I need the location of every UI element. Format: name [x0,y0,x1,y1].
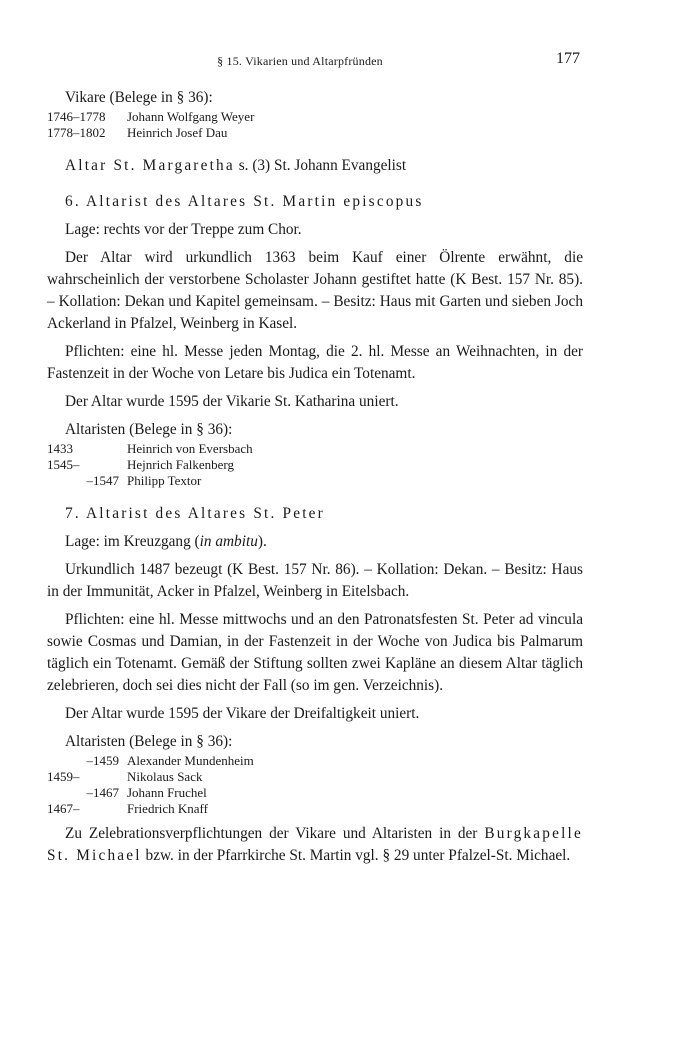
section-6-para-3: Der Altar wurde 1595 der Vikarie St. Katharina uniert. [65,393,399,410]
section-6-heading: 6. Altarist des Altares St. Martin episcopus [65,193,424,210]
section-7-lage-italic: in ambitu [199,533,258,550]
entry-name: Hejnrich Falkenberg [127,457,234,472]
closing-suffix: bzw. in der Pfarrkirche St. Martin vgl. § 29 unter Pfalzel-St. Michael. [141,847,571,864]
section-6-altaristen-list [47,441,583,489]
entry-dates: 1459– [47,769,80,784]
section-6-para-2: Pflichten: eine hl. Messe jeden Montag, die 2. hl. Messe an Weihnachten, in der Fastenzeit in der Woche von Letare bis Judica ein Totenamt. [47,343,583,382]
list-item [47,785,583,801]
entry-name: Nikolaus Sack [127,769,203,784]
list-item [47,801,583,817]
entry-dates: 1778–1802 [47,125,106,140]
list-item [47,109,583,125]
entry-dates: 1433 [47,441,73,456]
list-item [47,769,583,785]
entry-name: Johann Wolfgang Weyer [127,109,255,124]
section-7-para-3: Der Altar wurde 1595 der Vikare der Dreifaltigkeit uniert. [65,705,420,722]
vikare-intro: Vikare (Belege in § 36): [65,89,213,106]
closing-paragraph [47,823,583,867]
closing-prefix: Zu Zelebrationsverpflichtungen der Vikare und Altaristen in der [65,825,485,842]
section-7-lage-suffix: ). [257,533,267,550]
list-item [47,753,583,769]
section-6-lage: Lage: rechts vor der Treppe zum Chor. [65,221,302,238]
section-7-altaristen-intro: Altaristen (Belege in § 36): [65,733,233,750]
list-item [47,473,583,489]
list-item [47,125,583,141]
entry-name: Heinrich von Eversbach [127,441,253,456]
section-7-lage [47,531,583,553]
entry-name: Johann Fruchel [127,785,207,800]
page-content [47,87,583,867]
section-7-heading: 7. Altarist des Altares St. Peter [65,505,325,522]
entry-name: Friedrich Knaff [127,801,208,816]
section-6-altaristen-intro: Altaristen (Belege in § 36): [65,421,233,438]
section-6-para-1: Der Altar wird urkundlich 1363 beim Kauf einer Ölrente erwähnt, die wahrscheinlich der verstorbene Scholaster Johann gestiftet hatte (K Best. 157 Nr. 85). – Kollation: Dekan und Kapitel gemeinsam. – Besitz: Haus mit Garten und sieben Joch Ackerland in Pfalzel, Weinberg in Kasel. [47,249,583,332]
margaretha-rest: s. (3) St. Johann Evangelist [234,157,407,174]
vikare-list [47,109,583,141]
entry-dates: –1547 [86,473,119,488]
page-number: 177 [556,50,580,67]
list-item [47,441,583,457]
margaretha-spaced: Altar St. Margaretha [65,157,235,174]
running-title: § 15. Vikarien und Altarpfründen [217,54,383,68]
closing-spaced: Burgkapelle St. Michael [47,825,583,864]
section-7-altaristen-list [47,753,583,817]
entry-dates: –1459 [86,753,119,768]
entry-name: Heinrich Josef Dau [127,125,228,140]
entry-dates: 1746–1778 [47,109,106,124]
margaretha-line [47,155,583,177]
section-7-para-1: Urkundlich 1487 bezeugt (K Best. 157 Nr. 86). – Kollation: Dekan. – Besitz: Haus in der Immunität, Acker in Pfalzel, Weinberg in Eitelsbach. [47,561,583,600]
section-7-para-2: Pflichten: eine hl. Messe mittwochs und an den Patronatsfesten St. Peter ad vincula sowie Cosmas und Damian, in der Fastenzeit in der Woche von Judica bis Palmarum täglich ein Totenamt. Gemäß der Stiftung sollten zwei Kapläne an diesem Altar täglich zelebrieren, doch sei dies nicht der Fall (so im gen. Verzeichnis). [47,611,583,694]
section-7-lage-prefix: Lage: im Kreuzgang ( [65,533,200,550]
entry-dates: 1545– [47,457,80,472]
entry-dates: –1467 [86,785,119,800]
list-item [47,457,583,473]
entry-name: Alexander Mundenheim [127,753,254,768]
entry-dates: 1467– [47,801,80,816]
entry-name: Philipp Textor [127,473,202,488]
